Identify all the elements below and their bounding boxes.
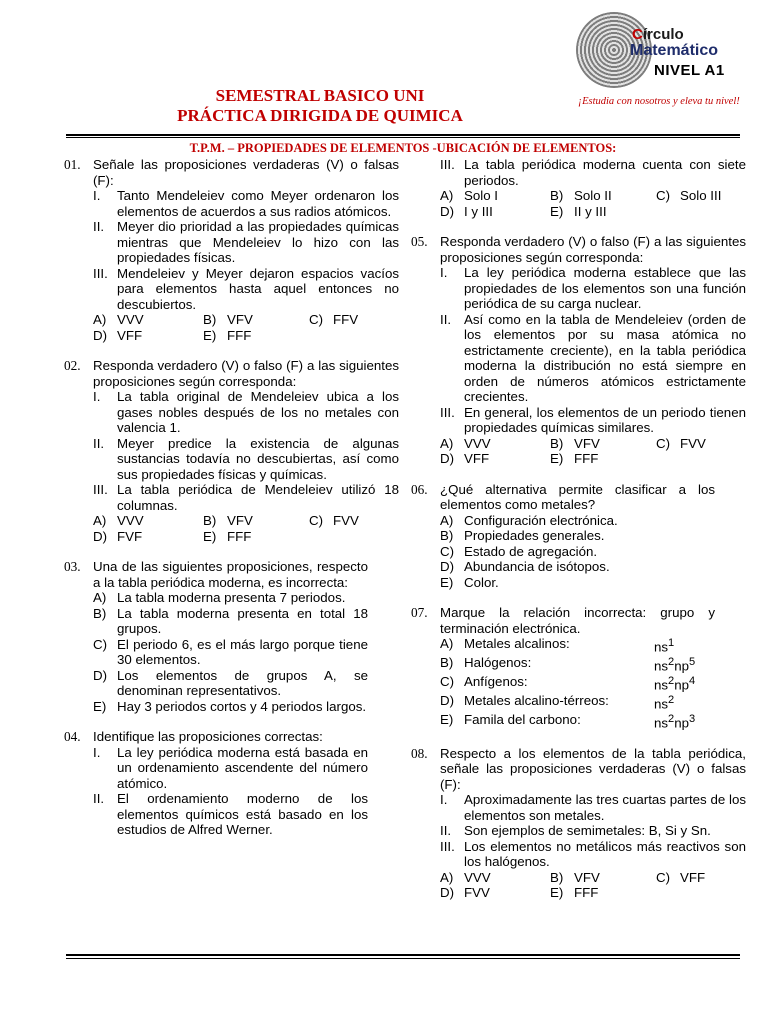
logo-slogan: ¡Estudia con nosotros y eleva tu nivel! bbox=[578, 96, 740, 107]
answer-options bbox=[440, 188, 746, 219]
answer-options bbox=[440, 870, 746, 901]
proposition: I. La ley periódica moderna establece que las propiedades de los elementos son una función periódica de su carga nuclear. bbox=[440, 265, 746, 311]
question-05 bbox=[411, 234, 746, 467]
option-e[interactable]: E) Color. bbox=[440, 574, 499, 590]
proposition: II. El ordenamiento moderno de los elementos químicos está basado en los estudios de Alfred Werner. bbox=[93, 791, 368, 837]
question-number: 06. bbox=[411, 481, 428, 497]
option-c[interactable]: C) El periodo 6, es el más largo porque tiene 30 elementos. bbox=[93, 636, 368, 667]
question-03 bbox=[64, 559, 368, 714]
question-07 bbox=[411, 605, 715, 731]
option-a[interactable]: A) VVV bbox=[440, 435, 491, 451]
question-stem: Responda verdadero (V) o falso (F) a las siguientes proposiciones según corresponda: bbox=[440, 234, 746, 265]
question-number: 08. bbox=[411, 745, 428, 761]
proposition: III. Mendeleiev y Meyer dejaron espacios vacíos para elementos hasta aquel entonces no descubiertos. bbox=[93, 265, 399, 312]
logo-level: NIVEL A1 bbox=[654, 62, 725, 79]
option-e[interactable]: E) II y III bbox=[550, 203, 607, 219]
option-e[interactable]: E) FFF bbox=[550, 885, 599, 901]
header-divider bbox=[66, 134, 740, 136]
answer-options bbox=[93, 513, 399, 544]
page-title: SEMESTRAL BASICO UNI bbox=[215, 86, 425, 105]
option-a[interactable]: A) VVV bbox=[93, 513, 144, 528]
option-d[interactable]: D) Abundancia de isótopos. bbox=[440, 559, 610, 574]
option-a[interactable]: A) Configuración electrónica. bbox=[440, 512, 618, 528]
option-b[interactable]: B) Halógenos: $ns^2np^5$ bbox=[440, 654, 696, 674]
option-c[interactable]: C) FFV bbox=[309, 312, 359, 327]
logo-line2: Matemático bbox=[630, 42, 719, 59]
proposition: I. Tanto Mendeleiev como Meyer ordenaron los elementos de acuerdos a sus radios atómicos. bbox=[93, 188, 399, 219]
question-stem: Respecto a los elementos de la tabla periódica, señale las proposiciones verdaderas (V) o falsas (F): bbox=[440, 745, 746, 792]
header-divider-thin bbox=[66, 137, 740, 138]
option-c[interactable]: C) Solo III bbox=[656, 188, 722, 203]
question-stem: Una de las siguientes proposiciones, respecto a la tabla periódica moderna, es incorrecta: bbox=[93, 559, 368, 590]
option-a[interactable]: A) Solo I bbox=[440, 188, 499, 203]
option-e[interactable]: E) Famila del carbono: $ns^2np^3$ bbox=[440, 711, 696, 731]
logo bbox=[572, 10, 758, 110]
option-b[interactable]: B) VFV bbox=[203, 513, 253, 528]
proposition: I. La ley periódica moderna está basada en un ordenamiento ascendente del número atómico. bbox=[93, 744, 368, 791]
page-subtitle: PRÁCTICA DIRIGIDA DE QUIMICA bbox=[177, 106, 463, 125]
question-stem: Señale las proposiciones verdaderas (V) o falsas (F): bbox=[93, 157, 399, 188]
option-b[interactable]: B) Propiedades generales. bbox=[440, 528, 605, 543]
footer-divider-thin bbox=[66, 958, 740, 959]
option-b[interactable]: B) VFV bbox=[550, 869, 600, 885]
proposition: III. En general, los elementos de un periodo tienen propiedades químicas similares. bbox=[440, 404, 746, 435]
question-number: 04. bbox=[64, 729, 81, 744]
option-d[interactable]: D) FVV bbox=[440, 885, 490, 901]
right-column bbox=[411, 157, 746, 916]
option-c[interactable]: C) FVV bbox=[309, 513, 359, 528]
option-b[interactable]: B) VFV bbox=[203, 312, 253, 327]
option-e[interactable]: E) FFF bbox=[550, 451, 599, 466]
question-06 bbox=[411, 482, 715, 591]
option-d[interactable]: D) I y III bbox=[440, 203, 493, 219]
option-e[interactable]: E) FFF bbox=[203, 528, 252, 544]
option-d[interactable]: D) FVF bbox=[93, 528, 143, 544]
proposition: III. La tabla periódica de Mendeleiev utilizó 18 columnas. bbox=[93, 482, 399, 513]
question-stem: Identifique las proposiciones correctas: bbox=[93, 729, 323, 744]
option-d[interactable]: D) Los elementos de grupos A, se denominan representativos. bbox=[93, 667, 368, 698]
question-number: 07. bbox=[411, 605, 428, 620]
option-c[interactable]: C) FVV bbox=[656, 435, 706, 451]
question-number: 01. bbox=[64, 157, 81, 172]
question-number: 03. bbox=[64, 559, 81, 574]
option-e[interactable]: E) FFF bbox=[203, 327, 252, 343]
left-column bbox=[64, 157, 399, 853]
option-a[interactable]: A) VVV bbox=[440, 869, 491, 885]
question-stem: Marque la relación incorrecta: grupo y terminación electrónica. bbox=[440, 605, 715, 636]
option-b[interactable]: B) VFV bbox=[550, 435, 600, 451]
option-a[interactable]: A) La tabla moderna presenta 7 periodos. bbox=[93, 590, 346, 605]
proposition: III. Los elementos no metálicos más reactivos son los halógenos. bbox=[440, 838, 746, 870]
option-b[interactable]: B) La tabla moderna presenta en total 18 grupos. bbox=[93, 605, 368, 636]
question-08 bbox=[411, 745, 746, 901]
question-01 bbox=[64, 157, 399, 343]
option-c[interactable]: C) VFF bbox=[656, 869, 706, 885]
answer-options bbox=[93, 312, 399, 343]
proposition: II. Meyer predice la existencia de algunas sustancias todavía no descubiertas, así como sus propiedades físicas y químicas. bbox=[93, 435, 399, 482]
option-b[interactable]: B) Solo II bbox=[550, 188, 612, 203]
section-title: T.P.M. – PROPIEDADES DE ELEMENTOS -UBICACIÓN DE ELEMENTOS: bbox=[189, 141, 617, 155]
option-c[interactable]: C) Estado de agregación. bbox=[440, 543, 598, 559]
proposition: II. Meyer dio prioridad a las propiedades químicas mientras que Mendeleiev lo hizo con las propiedades físicas. bbox=[93, 219, 399, 265]
question-number: 02. bbox=[64, 358, 81, 373]
proposition: I. La tabla original de Mendeleiev ubica a los gases nobles después de los no metales con valencia 1. bbox=[93, 389, 399, 435]
question-stem: ¿Qué alternativa permite clasificar a los elementos como metales? bbox=[440, 481, 715, 512]
option-c[interactable]: C) Anfígenos: $ns^2np^4$ bbox=[440, 673, 696, 693]
question-number: 05. bbox=[411, 234, 428, 249]
proposition: II. Así como en la tabla de Mendeleiev (orden de los elementos por su masa atómica no estrictamente creciente), en la tabla periódica moderna la distribución no está siempre en orden de números atómicos estrictamente crecientes. bbox=[440, 311, 746, 404]
logo-line1: Círculo bbox=[632, 26, 684, 43]
option-a[interactable]: A) Metales alcalinos: $ns^1$ bbox=[440, 636, 675, 655]
option-d[interactable]: D) Metales alcalino-térreos: $ns^2$ bbox=[440, 692, 675, 712]
answer-options bbox=[440, 436, 746, 467]
proposition: II. Son ejemplos de semimetales: B, Si y Sn. bbox=[440, 823, 711, 839]
option-e[interactable]: E) Hay 3 periodos cortos y 4 periodos largos. bbox=[93, 698, 367, 714]
option-a[interactable]: A) VVV bbox=[93, 312, 144, 327]
proposition: III. La tabla periódica moderna cuenta con siete periodos. bbox=[440, 157, 746, 188]
question-02 bbox=[64, 358, 399, 544]
option-d[interactable]: D) VFF bbox=[93, 327, 143, 343]
question-stem: Responda verdadero (V) o falso (F) a las siguientes proposiciones según corresponda: bbox=[93, 358, 399, 389]
footer-divider bbox=[66, 954, 740, 956]
question-04-continued bbox=[411, 157, 746, 219]
question-04 bbox=[64, 729, 368, 838]
proposition: I. Aproximadamente las tres cuartas partes de los elementos son metales. bbox=[440, 792, 746, 823]
option-d[interactable]: D) VFF bbox=[440, 451, 490, 466]
